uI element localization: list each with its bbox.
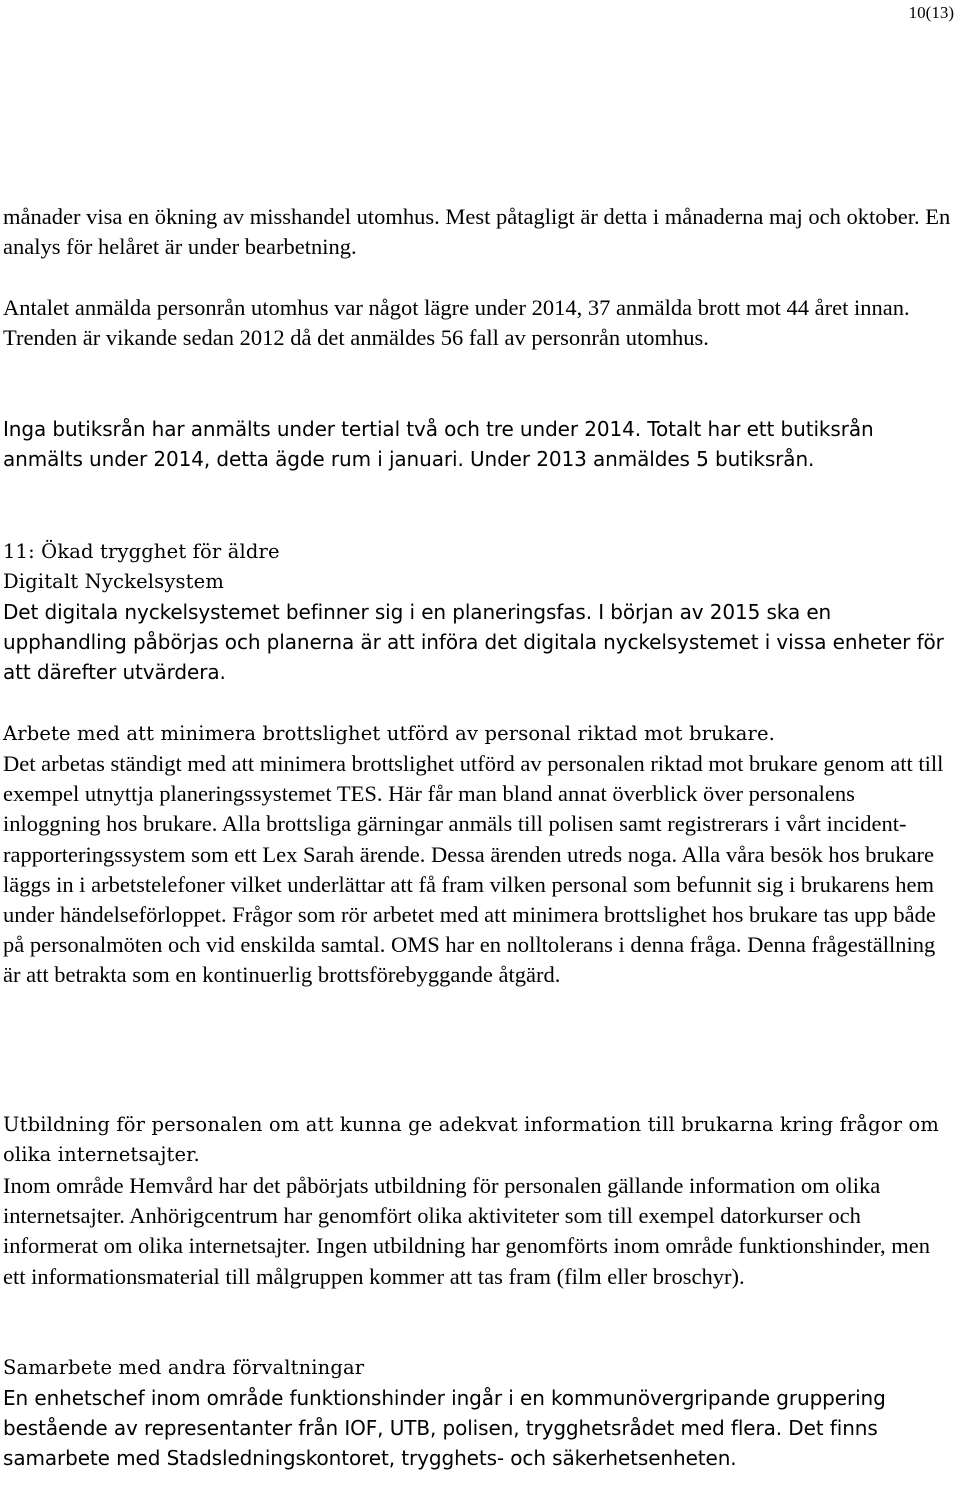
- paragraph-butiksran: Inga butiksrån har anmälts under tertial två och tre under 2014. Totalt har ett butiksrån anmälts under 2014, detta ägde rum i januari. Under 2013 anmäldes 5 butiksrån.: [3, 417, 874, 472]
- section-heading-utbildning: Utbildning för personalen om att kunna ge adekvat information till brukarna kring frågor om olika internetsajter.: [3, 1113, 940, 1167]
- section-heading-trygghet-aldre: 11: Ökad trygghet för äldre: [3, 540, 280, 563]
- paragraph-nyckelsystem: Det digitala nyckelsystemet befinner sig i en planeringsfas. I början av 2015 ska en upphandling påbörjas och planerna är att införa det digitala nyckelsystemet i vissa enheter för att därefter utvärdera.: [3, 600, 944, 685]
- paragraph-samarbete: En enhetschef inom område funktionshinder ingår i en kommunövergripande gruppering bestående av representanter från IOF, UTB, polisen, trygghetsrådet med flera. Det finns samarbete med Stadsledningskontoret, trygghets- och säkerhetsenheten.: [3, 1386, 886, 1471]
- paragraph-brottslighet: Det arbetas ständigt med att minimera brottslighet utförd av personalen riktad mot brukare genom att till exempel utnyttja planeringssystemet TES. Här får man bland annat överblick över personalens inloggning hos brukare. Alla brottsliga gärningar anmäls till polisen samt registrerars i vårt incident-rapporteringssystem som ett Lex Sarah ärende. Dessa ärenden utreds noga. Alla våra besök hos brukare läggs in i arbetstelefoner vilket underlättar att få fram vilken personal som befunnit sig i brukarens hem under händelseförloppet. Frågor som rör arbetet med att minimera brottslighet hos brukare tas upp både på personalmöten och vid enskilda samtal. OMS har en nolltolerans i denna fråga. Denna frågeställning är att betrakta som en kontinuerlig brottsförebyggande åtgärd.: [3, 751, 944, 988]
- section-heading-brottslighet-personal: Arbete med att minimera brottslighet utförd av personal riktad mot brukare.: [3, 722, 776, 745]
- paragraph-utbildning: Inom område Hemvård har det påbörjats utbildning för personalen gällande information om olika internetsajter. Anhörigcentrum har genomfört olika aktiviteter som till exempel datorkurser och informerat om olika internetsajter. Ingen utbildning har genomförts inom område funktionshinder, men ett informationsmaterial till målgruppen kommer att tas fram (film eller broschyr).: [3, 1173, 931, 1289]
- section-heading-samarbete: Samarbete med andra förvaltningar: [3, 1356, 365, 1379]
- subheading-digitalt-nyckelsystem: Digitalt Nyckelsystem: [3, 570, 224, 593]
- paragraph-misshandel: månader visa en ökning av misshandel utomhus. Mest påtagligt är detta i månaderna maj och oktober. En analys för helåret är under bearbetning.: [3, 204, 951, 260]
- paragraph-personran: Antalet anmälda personrån utomhus var något lägre under 2014, 37 anmälda brott mot 44 året innan. Trenden är vikande sedan 2012 då det anmäldes 56 fall av personrån utomhus.: [3, 295, 910, 351]
- page-number: 10(13): [908, 3, 954, 22]
